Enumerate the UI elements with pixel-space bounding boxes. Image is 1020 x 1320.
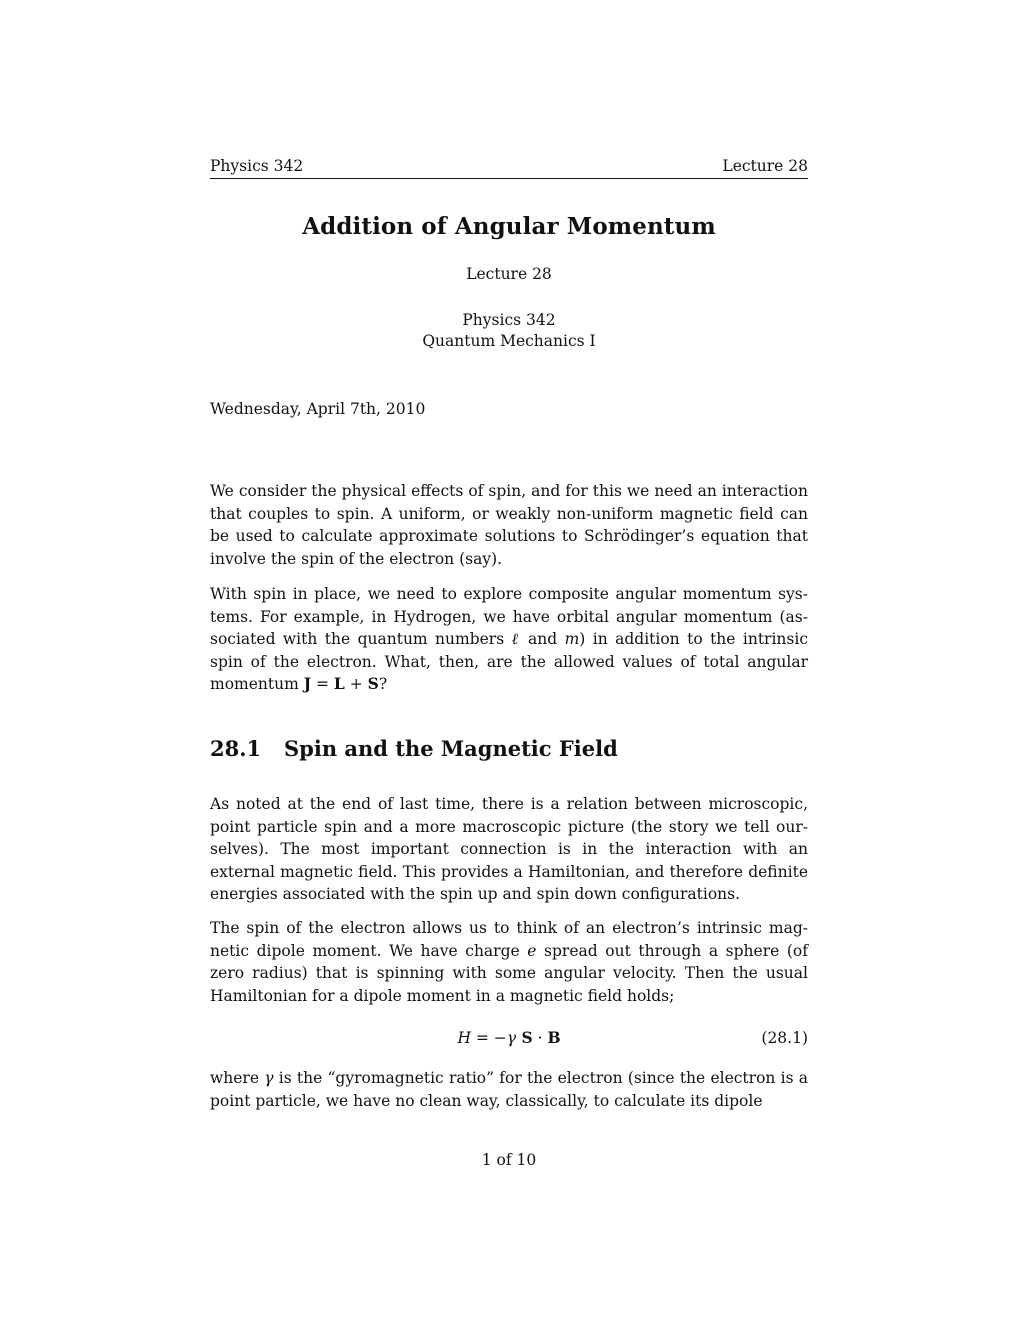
running-header <box>210 156 808 179</box>
math-L: L <box>333 674 345 693</box>
math-plus: + <box>344 675 368 693</box>
course-subject: Quantum Mechanics I <box>422 332 596 350</box>
eq-S: S <box>516 1028 533 1047</box>
math-m: m <box>564 630 580 648</box>
eq-gamma: γ <box>506 1029 517 1047</box>
eq-H: H <box>457 1029 471 1047</box>
intro-paragraph-2 <box>210 583 808 696</box>
text-run: ) in addition to the intrinsic spin of the electron. What, then, are the allowed values of total angular momentum <box>210 630 808 693</box>
body-paragraph-1: As noted at the end of last time, there is a relation between microscopic, point particle spin and a more macroscopic picture (the story we tell ourselves). The most important connection is in the interaction with an external magnetic field. This provides a Hamiltonian, and therefore definite energies associated with the spin up and spin down configurations. <box>210 795 808 903</box>
math-S: S <box>367 674 379 693</box>
eq-equals: = − <box>470 1029 507 1047</box>
math-J: J <box>303 674 312 693</box>
text-run: ? <box>378 675 388 693</box>
eq-B: B <box>547 1028 561 1047</box>
equation-28-1 <box>210 1027 808 1049</box>
lecture-date: Wednesday, April 7th, 2010 <box>210 400 426 418</box>
section-title: Spin and the Magnetic Field <box>284 736 618 761</box>
course-name: Physics 342 <box>462 311 556 329</box>
header-course: Physics 342 <box>210 157 304 175</box>
text-run: where <box>210 1069 265 1087</box>
math-equals: = <box>311 675 334 693</box>
section-number: 28.1 <box>210 736 262 761</box>
header-lecture: Lecture 28 <box>722 157 808 175</box>
section-heading <box>210 734 808 764</box>
equation-number: (28.1) <box>761 1029 808 1047</box>
document-subtitle: Lecture 28 <box>466 265 552 283</box>
document-page <box>210 0 808 1320</box>
page-number: 1 of 10 <box>481 1151 537 1169</box>
intro-paragraph-1: We consider the physical effects of spin, and for this we need an interaction that couples to spin. A uniform, or weakly non-uniform magnetic field can be used to calculate approximate solutions to Schrödinger’s equation that involve the spin of the electron (say). <box>210 482 808 568</box>
math-ell: ℓ <box>511 630 521 648</box>
text-run: and <box>520 630 565 648</box>
body-paragraph-2 <box>210 917 808 1007</box>
body-paragraph-3 <box>210 1067 808 1112</box>
course-info <box>210 310 808 352</box>
math-e: e <box>527 941 537 960</box>
text-run: With spin in place, we need to explore composite angular momentum systems. For example, in Hydrogen, we have orbital angular momentum (associated with the quantum numbers <box>210 585 808 648</box>
text-run: is the “gyromagnetic ratio” for the electron (since the electron is a point particle, we have no clean way, classically, to calculate its dipole <box>210 1069 809 1110</box>
document-title: Addition of Angular Momentum <box>302 213 716 240</box>
text-run: spread out through a sphere (of zero radius) that is spinning with some angular velocity. Then the usual Hamiltonian for a dipole moment in a magnetic field holds; <box>210 941 808 1005</box>
text-run: The spin of the electron allows us to think of an electron’s intrinsic magnetic dipole moment. We have charge <box>210 919 808 960</box>
math-gamma: γ <box>264 1069 274 1087</box>
eq-dot: · <box>532 1029 548 1047</box>
